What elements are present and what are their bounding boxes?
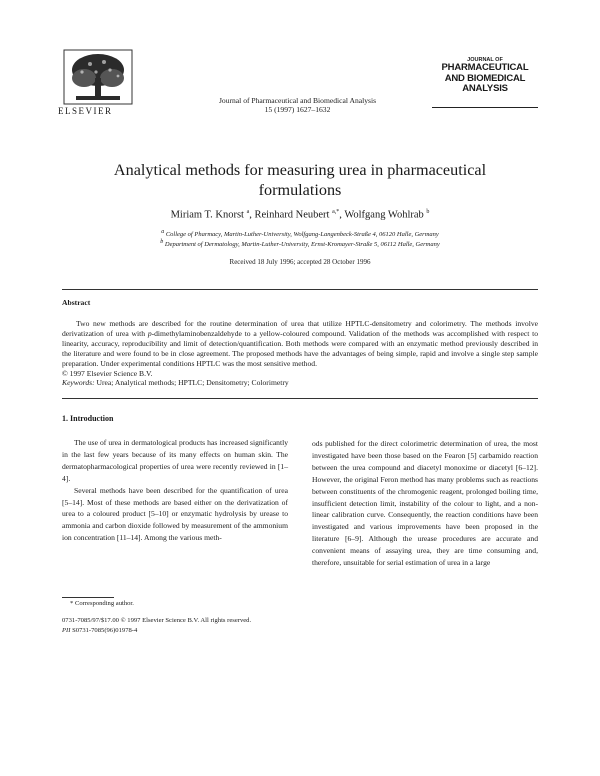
journal-box-line2: AND BIOMEDICAL [444,72,526,84]
pii-label: PII [62,627,71,634]
left-column [62,437,288,544]
affiliation-b [90,239,510,248]
right-column [312,438,538,569]
journal-box-small: JOURNAL OF [467,57,503,63]
keywords-label: Keywords: [62,378,95,387]
abstract-copyright: © 1997 Elsevier Science B.V. [62,369,153,379]
author-3-sup: b [426,209,430,215]
copyright-line: 0731-7085/97/$17.00 © 1997 Elsevier Science B.V. All rights reserved. [62,617,252,624]
journal-box-line1: PHARMACEUTICAL [441,62,529,73]
author-2: Reinhard Neubert [254,209,330,221]
intro-paragraph-2: Several methods have been described for the quantification of urea [5–14]. Most of these methods are based either on the derivatization of urea to a coloured product [5–10] or enzymatic hydrolysis by urease to ammonia and carbon dioxide followed by measurement of the ammonium ion concentration [11–14]. Among the various meth- [62,485,288,543]
abstract-text-1: Two new methods are described for the routine determination of urea that utilize HPTLC-densitometry and colorimetry. The methods involve derivatization of urea with [62,319,538,339]
abstract-body [62,319,538,380]
title-line-1: Analytical methods for measuring urea in pharmaceutical [113,161,487,179]
keywords [62,378,538,387]
author-1-sup: a [246,209,250,215]
article-title [70,160,530,200]
affiliation-a-text: College of Pharmacy, Martin-Luther-University, Wolfgang-Langenbeck-Straße 4, 06120 Halle, Germany [165,231,439,239]
journal-title-box [432,55,538,108]
footnote-divider [62,597,114,598]
section-heading-introduction: 1. Introduction [62,414,114,423]
pii-value: S0731-7085(96)01978-4 [72,627,138,634]
keywords-text: Urea; Analytical methods; HPTLC; Densitometry; Colorimetry [96,378,289,387]
publisher-name: ELSEVIER [58,106,113,116]
author-list: Miriam T. Knorst $^a$, Reinhard Neubert $^{a,*}$, Wolfgang Wohlrab $^b$ [170,209,430,221]
journal-volume: 15 (1997) 1627–1632 [264,105,331,114]
affiliation-a [90,229,510,238]
abstract-heading: Abstract [62,298,91,307]
author-2-sup: a,* [332,209,340,215]
pii-line [62,627,137,634]
affiliation-b-sup: b [160,239,164,245]
footnote: * Corresponding author. [70,600,134,607]
journal-name: Journal of Pharmaceutical and Biomedical Analysis [218,96,377,105]
author-3: Wolfgang Wohlrab [344,209,424,221]
divider-bottom [62,398,538,399]
abstract-italic: p [147,329,152,339]
author-1: Miriam T. Knorst [170,209,244,221]
received-dates: Received 18 July 1996; accepted 28 October 1996 [229,258,371,266]
intro-paragraph-1: The use of urea in dermatological products has increased significantly in the last few years because of its many effects on human skin. The dermatopharmacological properties of urea were recently reviewed in [1–4]. [62,438,288,483]
divider-top [62,289,538,290]
journal-box-line3: ANALYSIS [462,83,508,94]
affiliation-b-text: Department of Dermatology, Martin-Luther-University, Ernst-Kromayer-Straße 5, 06112 Halle, Germany [164,241,440,249]
affiliation-a-sup: a [161,229,165,235]
title-line-2: formulations [258,181,342,199]
intro-paragraph-continued: ods published for the direct colorimetric determination of urea, the most investigated have been those based on the Fearon [5] carbamido reaction between the urea compound and diacetyl monoxime or diacetyl [6–12]. However, the original Feron method has many problems such as reactions between constituents of the chromogenic reagent, prolonged boiling time, insufficient detection limit, instability of the colour to light, and a non-linear calibration curve. Consequently, the reaction conditions have been investigated and various improvements have been proposed in the literature [6–9]. Although the urease procedures are accurate and convenient means of assaying urea, they are time consuming and, therefore, unsuitable for serial estimation of urea in a large [312,439,538,568]
abstract-text-2: -dimethylaminobenzaldehyde to a yellow-coloured compound. Validation of the methods was accomplished with respect to linearity, accuracy, reproducibility and limit of detection/quantification. Both methods were compared with an enzymatic method previously described in the literature and were found to be in close agreement. The proposed methods have the advantages of being simple, rapid and involve a single step sample preparation. Under experimental conditions HPTLC was the most sensitive method. [62,329,539,369]
